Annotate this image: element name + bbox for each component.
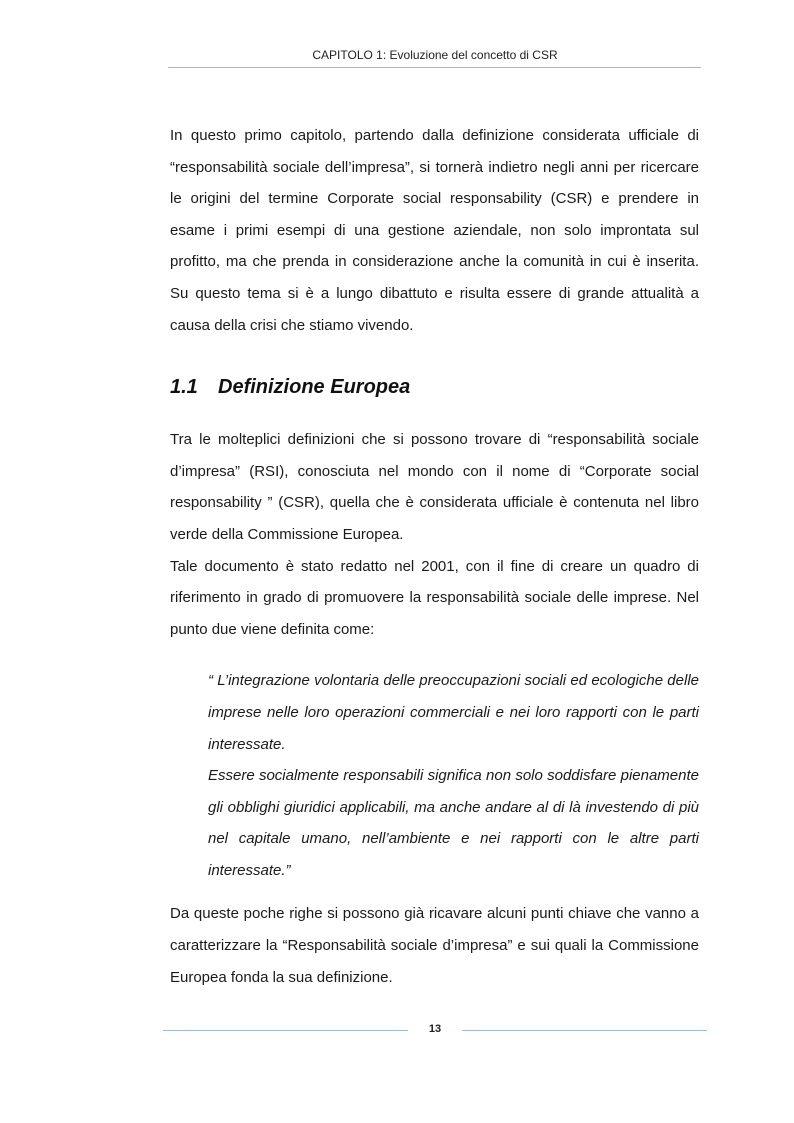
section-paragraph-2: Tale documento è stato redatto nel 2001, con il fine di creare un quadro di riferimento in grado di promuovere la responsabilità sociale delle imprese. Nel punto due viene definita come: bbox=[170, 557, 699, 638]
header-rule bbox=[168, 67, 701, 68]
page-number: 13 bbox=[428, 1023, 442, 1035]
intro-paragraph: In questo primo capitolo, partendo dalla definizione considerata ufficiale di “responsabilità sociale dell’impresa”, si tornerà indietro negli anni per ricercare le origini del termine Corporate social responsability (CSR) e prendere in esame i primi esempi di una gestione aziendale, non solo improntata sul profitto, ma che prenda in considerazione anche la comunità in cui è inserita. Su questo tema si è a lungo dibattuto e risulta essere di grande attualità a causa della crisi che stiamo vivendo. bbox=[170, 127, 699, 334]
running-header: CAPITOLO 1: Evoluzione del concetto di CSR bbox=[312, 48, 558, 62]
section-title: Definizione Europea bbox=[218, 376, 411, 399]
quotation-block bbox=[208, 665, 699, 886]
section-paragraph-1: Tra le molteplici definizioni che si possono trovare di “responsabilità sociale d’impresa” (RSI), conosciuta nel mondo con il nome di “Corporate social responsability ” (CSR), quella che è considerata ufficiale è contenuta nel libro verde della Commissione Europea. bbox=[170, 431, 699, 543]
footer-rule-right bbox=[462, 1030, 707, 1031]
quotation-part-2: Essere socialmente responsabili significa non solo soddisfare pienamente gli obblighi giuridici applicabili, ma anche andare al di là investendo di più nel capitale umano, nell’ambiente e nei rapporti con le altre parti interessate.” bbox=[208, 767, 699, 879]
page-body bbox=[170, 120, 699, 993]
section-paragraph-3: Da queste poche righe si possono già ricavare alcuni punti chiave che vanno a caratterizzare la “Responsabilità sociale d’impresa” e sui quali la Commissione Europea fonda la sua definizione. bbox=[170, 905, 699, 986]
footer-rule-left bbox=[163, 1030, 408, 1031]
quotation-part-1: “ L’integrazione volontaria delle preoccupazioni sociali ed ecologiche delle imprese nelle loro operazioni commerciali e nei loro rapporti con le parti interessate. bbox=[208, 672, 699, 753]
section-heading bbox=[170, 373, 699, 401]
section-number: 1.1 bbox=[170, 376, 198, 399]
